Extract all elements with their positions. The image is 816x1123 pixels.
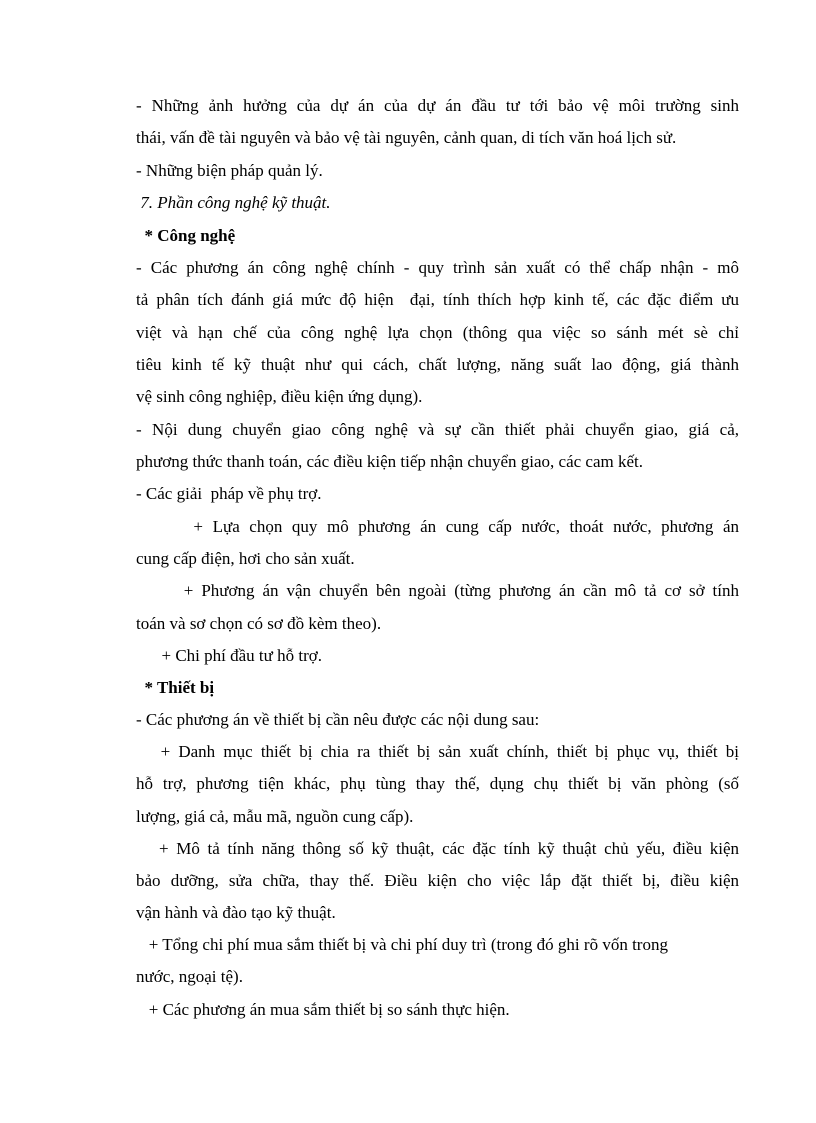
text-line: + Các phương án mua sắm thiết bị so sánh thực hiện. [136,1000,510,1019]
text-line: + Chi phí đầu tư hỗ trợ. [136,646,322,665]
text-line: + Phương án vận chuyển bên ngoài (từng phương án cần mô tả cơ sở tính [136,581,739,600]
subsection-heading: * Thiết bị [136,678,215,697]
subsection-heading: * Công nghệ [136,226,236,245]
text-line: vệ sinh công nghiệp, điều kiện ứng dụng). [136,387,423,406]
text-line: tả phân tích đánh giá mức độ hiện đại, tính thích hợp kinh tế, các đặc điểm ưu [136,290,739,309]
text-line: toán và sơ chọn có sơ đồ kèm theo). [136,614,382,633]
text-line: + Danh mục thiết bị chia ra thiết bị sản xuất chính, thiết bị phục vụ, thiết bị [136,742,739,761]
text-line: - Nội dung chuyển giao công nghệ và sự cần thiết phải chuyển giao, giá cả, [136,420,739,439]
text-line: + Mô tả tính năng thông số kỹ thuật, các đặc tính kỹ thuật chủ yếu, điều kiện [136,839,739,858]
text-line: nước, ngoại tệ). [136,967,243,986]
text-line: - Các giải pháp về phụ trợ. [136,484,322,503]
section-heading: 7. Phần công nghệ kỹ thuật. [136,193,331,212]
text-line: lượng, giá cả, mẫu mã, nguồn cung cấp). [136,807,414,826]
text-line: tiêu kinh tế kỹ thuật như qui cách, chất lượng, năng suất lao động, giá thành [136,355,739,374]
text-line: bảo dưỡng, sửa chữa, thay thế. Điều kiện cho việc lắp đặt thiết bị, điều kiện [136,871,739,890]
text-line: - Những ảnh hưởng của dự án của dự án đầu tư tới bảo vệ môi trường sinh [136,96,739,115]
text-line: việt và hạn chế của công nghệ lựa chọn (thông qua việc so sánh mét sè chỉ [136,323,739,342]
text-line: + Lựa chọn quy mô phương án cung cấp nước, thoát nước, phương án [136,517,739,536]
text-line: hỗ trợ, phương tiện khác, phụ tùng thay thế, dụng chụ thiết bị văn phòng (số [136,774,739,793]
text-line: thái, vấn đề tài nguyên và bảo vệ tài nguyên, cảnh quan, di tích văn hoá lịch sử. [136,128,677,147]
text-line: phương thức thanh toán, các điều kiện tiếp nhận chuyển giao, các cam kết. [136,452,644,471]
text-line: vận hành và đào tạo kỹ thuật. [136,903,336,922]
text-line: - Các phương án công nghệ chính - quy trình sản xuất có thể chấp nhận - mô [136,258,739,277]
text-line: + Tổng chi phí mua sắm thiết bị và chi phí duy trì (trong đó ghi rõ vốn trong [136,935,668,954]
text-line: - Những biện pháp quản lý. [136,161,323,180]
text-line: cung cấp điện, hơi cho sản xuất. [136,549,355,568]
text-line: - Các phương án về thiết bị cần nêu được các nội dung sau: [136,710,540,729]
